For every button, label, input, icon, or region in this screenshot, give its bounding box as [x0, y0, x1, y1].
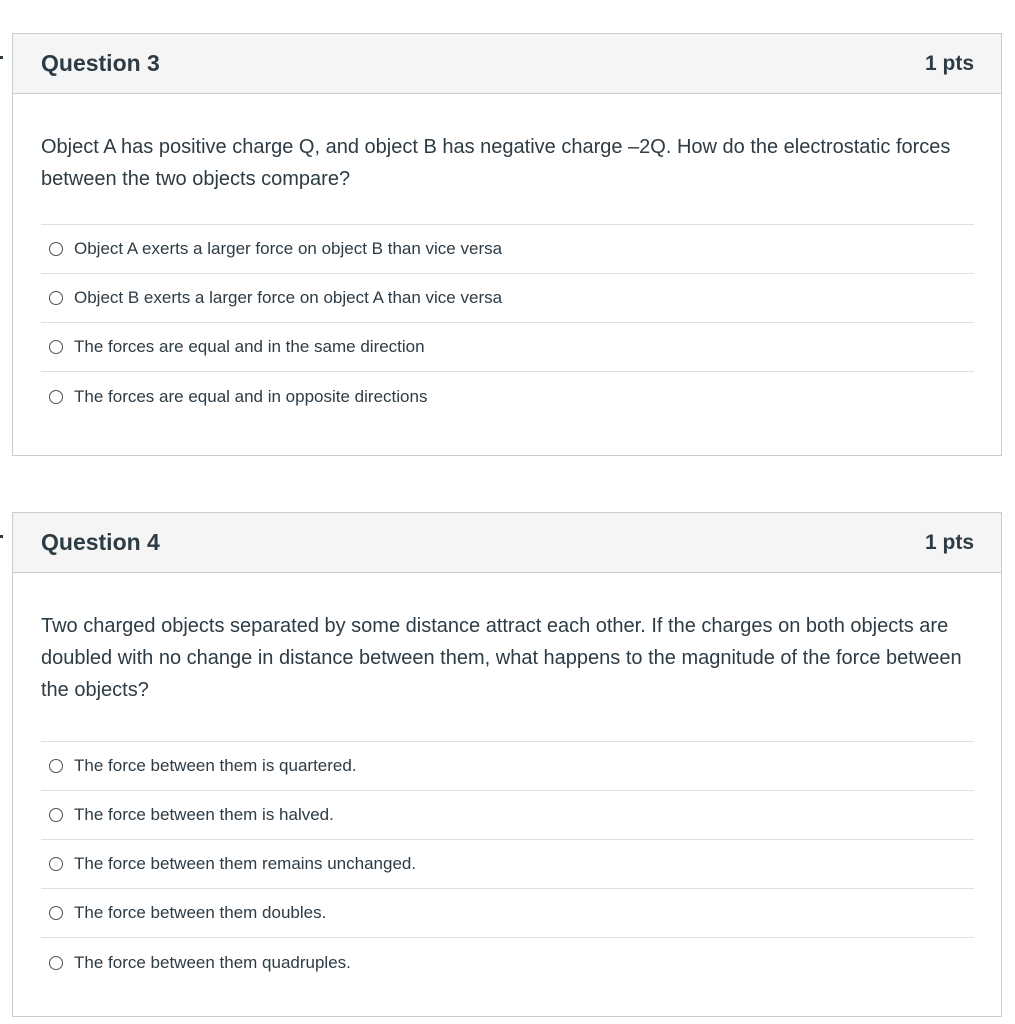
radio-button-icon[interactable]: [49, 390, 63, 404]
question-4-answer-2[interactable]: [41, 791, 974, 840]
answer-label: Object A exerts a larger force on object B than vice versa: [74, 239, 503, 258]
question-4-answer-1[interactable]: [41, 742, 974, 791]
question-4-answer-5[interactable]: [41, 938, 974, 987]
question-3-body: [13, 94, 1001, 421]
question-3-answer-3[interactable]: [41, 323, 974, 372]
radio-button-icon[interactable]: [49, 808, 63, 822]
question-3-points: 1 pts: [924, 51, 974, 75]
radio-button-icon[interactable]: [49, 242, 63, 256]
question-3-answer-4[interactable]: [41, 372, 974, 421]
question-3-title: Question 3: [41, 50, 160, 76]
question-3-marker: [0, 56, 3, 59]
radio-button-icon[interactable]: [49, 291, 63, 305]
radio-button-icon[interactable]: [49, 857, 63, 871]
question-3-header: [13, 34, 1001, 94]
question-4-answer-3[interactable]: [41, 840, 974, 889]
radio-button-icon[interactable]: [49, 759, 63, 773]
radio-button-icon[interactable]: [49, 340, 63, 354]
answer-label: The force between them is halved.: [74, 805, 334, 824]
answer-label: The force between them is quartered.: [74, 756, 357, 775]
answer-label: The forces are equal and in opposite directions: [74, 386, 428, 406]
radio-button-icon[interactable]: [49, 956, 63, 970]
question-4-marker: [0, 535, 3, 538]
answer-label: Object B exerts a larger force on object A than vice versa: [74, 288, 503, 307]
question-3-answers: [41, 224, 974, 421]
question-4-header: [13, 513, 1001, 573]
answer-label: The forces are equal and in the same direction: [74, 337, 425, 356]
answer-label: The force between them quadruples.: [74, 952, 351, 972]
question-4-points: 1 pts: [924, 530, 974, 554]
question-4-text: Two charged objects separated by some distance attract each other. If the charges on both objects are doubled with no change in distance between them, what happens to the magnitude of the force between the objects?: [41, 615, 962, 701]
question-3-answer-2[interactable]: [41, 274, 974, 323]
question-3-card: [12, 33, 1002, 456]
answer-label: The force between them remains unchanged.: [74, 854, 417, 873]
question-4-body: [13, 573, 1001, 987]
question-4-answer-4[interactable]: [41, 889, 974, 938]
radio-button-icon[interactable]: [49, 906, 63, 920]
question-3-answer-1[interactable]: [41, 225, 974, 274]
question-4-answers: [41, 741, 974, 987]
question-4-title: Question 4: [41, 529, 160, 555]
question-4-card: [12, 512, 1002, 1017]
answer-label: The force between them doubles.: [74, 903, 327, 922]
question-3-text: Object A has positive charge Q, and object B has negative charge –2Q. How do the electrostatic forces between the two objects compare?: [41, 136, 951, 190]
